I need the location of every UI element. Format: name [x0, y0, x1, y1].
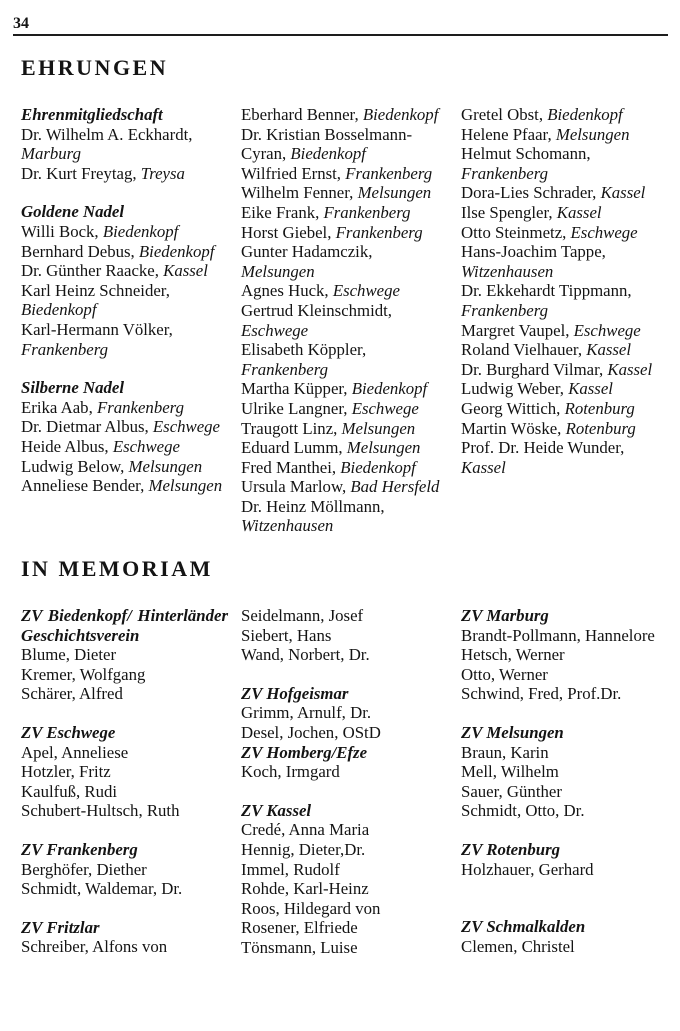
person-name: Helene Pfaar,	[461, 124, 556, 144]
memoriam-entry: Apel, Anneliese	[21, 742, 129, 762]
honoree-entry	[461, 144, 668, 183]
text-column	[461, 606, 668, 958]
group-gap	[21, 704, 228, 723]
memoriam-entry: Wand, Norbert, Dr.	[241, 645, 370, 665]
honoree-entry	[241, 203, 448, 223]
memoriam-entry: Schmidt, Otto, Dr.	[461, 801, 585, 821]
page-number: 34	[13, 15, 29, 32]
place-name: Melsungen	[555, 124, 630, 144]
person-name: Erika Aab,	[21, 397, 97, 417]
person-name: Gunter Hadamczik,	[241, 242, 373, 262]
honoree-entry	[461, 125, 668, 145]
group-gap	[21, 899, 228, 918]
page-header	[13, 14, 668, 36]
honoree-entry	[461, 242, 668, 281]
place-name: Frankenberg	[461, 163, 548, 183]
place-name: Eschwege	[241, 320, 309, 340]
honoree-entry	[241, 379, 448, 399]
place-name: Kassel	[556, 202, 602, 222]
person-name: Dr. Günther Raacke,	[21, 261, 164, 281]
place-name: Frankenberg	[345, 163, 433, 183]
memoriam-entry: Hotzler, Fritz	[21, 762, 111, 782]
honoree-entry	[461, 105, 668, 125]
place-name: Kassel	[461, 457, 506, 477]
honoree-entry	[241, 340, 448, 379]
place-name: Frankenberg	[241, 359, 328, 379]
person-name: Hans-Joachim Tappe,	[461, 242, 606, 262]
person-name: Prof. Dr. Heide Wunder,	[461, 438, 625, 458]
honoree-entry	[461, 340, 668, 360]
honoree-entry	[241, 419, 448, 439]
place-name: Eschwege	[152, 417, 221, 437]
honoree-entry	[241, 281, 448, 301]
person-name: Fred Manthei,	[241, 457, 341, 477]
honoree-entry	[241, 301, 448, 340]
person-name: Horst Giebel,	[241, 222, 336, 242]
place-name: Biedenkopf	[351, 379, 428, 399]
honoree-entry	[241, 105, 448, 125]
honoree-entry	[21, 164, 228, 184]
place-name: Eschwege	[351, 398, 419, 418]
memoriam-entry: Mell, Wilhelm	[461, 762, 559, 782]
memoriam-entry: Grimm, Arnulf, Dr.	[241, 703, 372, 723]
group-heading: ZV Schmalkalden	[461, 917, 586, 937]
place-name: Frankenberg	[323, 202, 411, 222]
honoree-entry	[461, 223, 668, 243]
honoree-entry	[21, 398, 228, 418]
honoree-entry	[241, 458, 448, 478]
honoree-entry	[21, 457, 228, 477]
section-memoriam	[13, 556, 668, 958]
text-column	[21, 606, 228, 958]
group-heading: ZV Eschwege	[21, 723, 116, 743]
text-column	[21, 105, 228, 536]
group-gap	[21, 183, 228, 202]
person-name: Elisabeth Köppler,	[241, 340, 367, 360]
person-name: Karl-Hermann Völker,	[21, 319, 173, 339]
group-gap	[461, 898, 668, 917]
memoriam-entry: Koch, Irmgard	[241, 762, 340, 782]
memoriam-entry: Schmidt, Waldemar, Dr.	[21, 879, 183, 899]
place-name: Melsungen	[341, 418, 416, 438]
section-title-ehrungen: EHRUNGEN	[21, 55, 169, 80]
group-gap	[461, 821, 668, 840]
place-name: Biedenkopf	[362, 105, 439, 124]
person-name: Dora-Lies Schrader,	[461, 183, 601, 203]
person-name: Dr. Heinz Möllmann,	[241, 496, 385, 516]
place-name: Frankenberg	[461, 300, 548, 320]
group-heading: ZV Fritzlar	[21, 917, 100, 937]
place-name: Biedenkopf	[102, 221, 179, 241]
person-name: Ursula Marlow,	[241, 477, 351, 497]
person-name: Heide Albus,	[21, 436, 113, 456]
place-name: Biedenkopf	[547, 105, 623, 124]
text-column	[241, 606, 448, 958]
honoree-entry	[461, 419, 668, 439]
person-name: Ludwig Below,	[21, 456, 129, 476]
memoriam-entry: Kaulfuß, Rudi	[21, 781, 118, 801]
group-gap	[21, 359, 228, 378]
place-name: Rotenburg	[564, 398, 635, 418]
honoree-entry	[21, 281, 228, 320]
person-name: Ludwig Weber,	[461, 379, 569, 399]
section-ehrungen	[13, 55, 668, 536]
person-name: Wilfried Ernst,	[241, 163, 346, 183]
honoree-entry	[21, 320, 228, 359]
honoree-entry	[241, 164, 448, 184]
honoree-entry	[461, 203, 668, 223]
memoriam-entry: Berghöfer, Diether	[21, 859, 147, 879]
person-name: Eberhard Benner,	[241, 105, 363, 124]
person-name: Ilse Spengler,	[461, 202, 557, 222]
place-name: Eschwege	[332, 281, 400, 301]
place-name: Biedenkopf	[290, 144, 366, 164]
place-name: Kassel	[568, 379, 613, 399]
place-name: Frankenberg	[335, 222, 423, 242]
place-name: Kassel	[600, 183, 646, 203]
honoree-entry	[241, 223, 448, 243]
group-gap	[461, 704, 668, 723]
group-heading: Silberne Nadel	[21, 378, 125, 398]
honoree-entry	[461, 183, 668, 203]
memoriam-entry: Hetsch, Werner	[461, 645, 565, 665]
place-name: Biedenkopf	[340, 457, 416, 477]
person-name: Helmut Schomann,	[461, 144, 591, 164]
person-name: Bernhard Debus,	[21, 241, 139, 261]
honoree-entry	[461, 399, 668, 419]
place-name: Eschwege	[112, 436, 180, 456]
person-name: Agnes Huck,	[241, 281, 333, 301]
person-name: Dr. Burghard Vilmar,	[461, 359, 608, 379]
group-heading: ZV Hofgeismar	[241, 683, 349, 703]
person-name: Otto Steinmetz,	[461, 222, 571, 242]
group-heading: ZV Biedenkopf/ Hinterländer Geschichtsverein	[21, 606, 228, 645]
place-name: Bad Hersfeld	[350, 477, 440, 497]
group-heading: Ehrenmitgliedschaft	[21, 105, 163, 124]
memoriam-entry: Braun, Karin	[461, 742, 549, 762]
honoree-entry	[21, 437, 228, 457]
memoriam-entry: Otto, Werner	[461, 664, 548, 684]
honoree-entry	[241, 125, 448, 164]
memoriam-entry: Schreiber, Alfons von	[21, 937, 168, 957]
honoree-entry	[461, 438, 668, 477]
memoriam-entry: Credé, Anna Maria	[241, 820, 370, 840]
memoriam-entry: Holzhauer, Gerhard	[461, 859, 594, 879]
place-name: Kassel	[586, 340, 632, 360]
person-name: Dr. Ekkehardt Tippmann,	[461, 281, 632, 301]
group-gap	[241, 665, 448, 684]
person-name: Roland Vielhauer,	[461, 340, 587, 360]
place-name: Melsungen	[346, 438, 421, 458]
honoree-entry	[461, 379, 668, 399]
person-name: Gertrud Kleinschmidt,	[241, 300, 392, 320]
group-heading: ZV Melsungen	[461, 723, 564, 743]
memoriam-entry: Blume, Dieter	[21, 645, 117, 665]
memoriam-entry: Schärer, Alfred	[21, 684, 123, 704]
honoree-entry	[241, 497, 448, 536]
honoree-entry	[461, 360, 668, 380]
person-name: Wilhelm Fenner,	[241, 183, 358, 203]
memoriam-entry: Brandt-Pollmann, Hannelore	[461, 625, 655, 645]
person-name: Dr. Wilhelm A. Eckhardt,	[21, 124, 193, 144]
person-name: Ulrike Langner,	[241, 398, 352, 418]
place-name: Melsungen	[241, 261, 315, 281]
place-name: Eschwege	[573, 320, 641, 340]
person-name: Eduard Lumm,	[241, 438, 347, 458]
group-heading: ZV Marburg	[461, 606, 549, 626]
honoree-entry	[21, 242, 228, 262]
memoriam-entry: Kremer, Wolfgang	[21, 664, 146, 684]
place-name: Biedenkopf	[138, 241, 215, 261]
honoree-entry	[461, 281, 668, 320]
place-name: Kassel	[607, 359, 653, 379]
group-heading: ZV Kassel	[241, 800, 312, 820]
text-column	[461, 105, 668, 536]
place-name: Kassel	[163, 261, 208, 281]
honoree-entry	[21, 125, 228, 164]
section-title-memoriam: IN MEMORIAM	[21, 556, 213, 582]
honoree-entry	[21, 417, 228, 437]
honoree-entry	[241, 438, 448, 458]
honoree-entry	[241, 183, 448, 203]
memoriam-entry: Siebert, Hans	[241, 625, 332, 645]
honoree-entry	[21, 222, 228, 242]
place-name: Marburg	[21, 144, 81, 164]
place-name: Melsungen	[148, 476, 223, 496]
group-gap	[241, 782, 448, 801]
person-name: Martha Küpper,	[241, 379, 352, 399]
memoriam-entry: Seidelmann, Josef	[241, 606, 364, 626]
honoree-entry	[241, 477, 448, 497]
place-name: Frankenberg	[96, 397, 184, 417]
person-name: Dr. Kristian Bosselmann-Cyran,	[241, 124, 413, 164]
honoree-entry	[21, 476, 228, 496]
honoree-entry	[241, 399, 448, 419]
memoriam-entry: Rosener, Elfriede	[241, 918, 358, 938]
honoree-entry	[461, 321, 668, 341]
person-name: Traugott Linz,	[241, 418, 342, 438]
place-name: Biedenkopf	[21, 300, 97, 320]
memoriam-entry: Roos, Hildegard von	[241, 898, 381, 918]
person-name: Georg Wittich,	[461, 398, 565, 418]
place-name: Witzenhausen	[461, 261, 554, 281]
place-name: Melsungen	[357, 183, 432, 203]
person-name: Anneliese Bender,	[21, 476, 149, 496]
memoriam-entry: Tönsmann, Luise	[241, 937, 358, 957]
memoriam-entry: Schwind, Fred, Prof.Dr.	[461, 684, 622, 704]
place-name: Melsungen	[128, 456, 203, 476]
person-name: Dr. Dietmar Albus,	[21, 417, 153, 437]
group-heading: ZV Homberg/Efze	[241, 742, 368, 762]
memoriam-entry: Clemen, Christel	[461, 936, 575, 956]
memoriam-columns	[21, 606, 668, 958]
place-name: Rotenburg	[565, 418, 636, 438]
person-name: Willi Bock,	[21, 221, 103, 241]
memoriam-entry: Schubert-Hultsch, Ruth	[21, 801, 180, 821]
memoriam-entry: Immel, Rudolf	[241, 859, 340, 879]
honoree-entry	[241, 242, 448, 281]
honoree-entry	[21, 261, 228, 281]
place-name: Eschwege	[570, 222, 638, 242]
person-name: Gretel Obst,	[461, 105, 548, 124]
place-name: Frankenberg	[21, 339, 108, 359]
group-heading: ZV Frankenberg	[21, 840, 138, 859]
memoriam-entry: Rohde, Karl-Heinz	[241, 879, 369, 899]
place-name: Treysa	[140, 163, 185, 183]
memoriam-entry: Sauer, Günther	[461, 781, 562, 801]
memoriam-entry: Hennig, Dieter,Dr.	[241, 840, 366, 859]
text-column	[241, 105, 448, 536]
ehrungen-columns	[21, 105, 668, 536]
memoriam-entry: Desel, Jochen, OStD	[241, 723, 381, 743]
person-name: Margret Vaupel,	[461, 320, 574, 340]
person-name: Martin Wöske,	[461, 418, 566, 438]
person-name: Eike Frank,	[241, 202, 324, 222]
place-name: Witzenhausen	[241, 516, 334, 536]
group-heading: Goldene Nadel	[21, 202, 124, 222]
person-name: Dr. Kurt Freytag,	[21, 163, 141, 183]
group-gap	[461, 879, 668, 898]
group-heading: ZV Rotenburg	[461, 840, 561, 859]
group-gap	[21, 821, 228, 840]
person-name: Karl Heinz Schneider,	[21, 280, 170, 300]
header-rule	[13, 34, 668, 36]
